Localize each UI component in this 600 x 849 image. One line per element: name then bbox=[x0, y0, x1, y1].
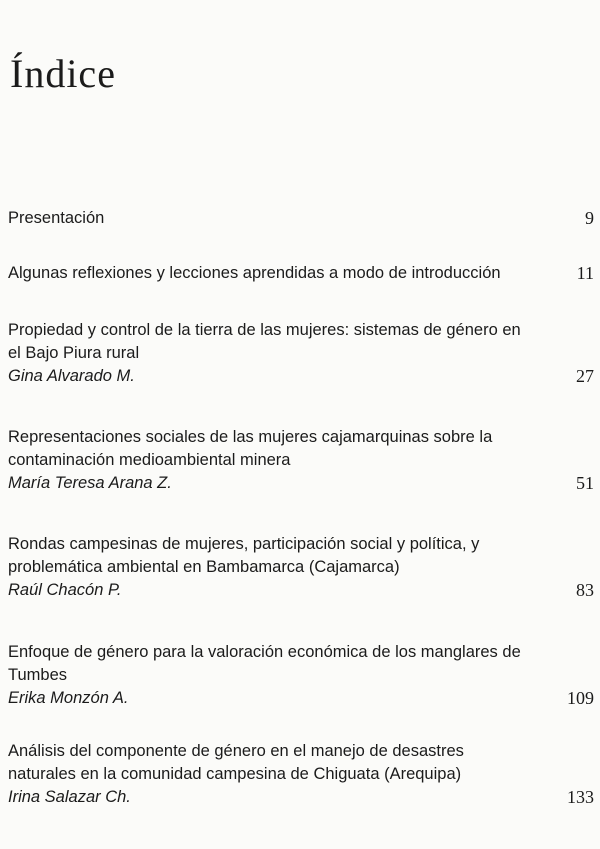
entry-author: María Teresa Arana Z. bbox=[8, 474, 172, 492]
entry-page: 27 bbox=[576, 366, 594, 386]
entry-page: 133 bbox=[567, 787, 594, 807]
entry-title: Propiedad y control de la tierra de las mujeres: sistemas de género en el Bajo Piura rural bbox=[8, 321, 521, 362]
entry-title: Algunas reflexiones y lecciones aprendidas a modo de introducción bbox=[8, 264, 501, 282]
entry-author: Gina Alvarado M. bbox=[8, 367, 135, 385]
toc-entry bbox=[8, 319, 594, 388]
entry-author: Irina Salazar Ch. bbox=[8, 788, 131, 806]
toc-entry bbox=[8, 426, 594, 495]
entry-title: Rondas campesinas de mujeres, participación social y política, y problemática ambiental en Bambamarca (Cajamarca) bbox=[8, 535, 480, 576]
entry-title: Análisis del componente de género en el manejo de desastres naturales en la comunidad campesina de Chiguata (Arequipa) bbox=[8, 742, 464, 783]
toc-entry bbox=[8, 262, 594, 285]
entry-page: 51 bbox=[576, 473, 594, 493]
toc-entry bbox=[8, 533, 594, 602]
page-title: Índice bbox=[10, 51, 116, 96]
entry-title: Representaciones sociales de las mujeres cajamarquinas sobre la contaminación medioambiental minera bbox=[8, 428, 493, 469]
entry-page: 11 bbox=[576, 263, 594, 283]
toc-entry bbox=[8, 641, 594, 710]
entry-page: 9 bbox=[585, 208, 594, 228]
entry-title: Presentación bbox=[8, 209, 105, 227]
toc-entry bbox=[8, 207, 594, 230]
entry-author: Erika Monzón A. bbox=[8, 689, 129, 707]
toc-entry bbox=[8, 740, 594, 809]
entry-author: Raúl Chacón P. bbox=[8, 581, 122, 599]
entry-page: 109 bbox=[567, 688, 594, 708]
entry-title: Enfoque de género para la valoración económica de los manglares de Tumbes bbox=[8, 643, 521, 684]
entry-page: 83 bbox=[576, 580, 594, 600]
